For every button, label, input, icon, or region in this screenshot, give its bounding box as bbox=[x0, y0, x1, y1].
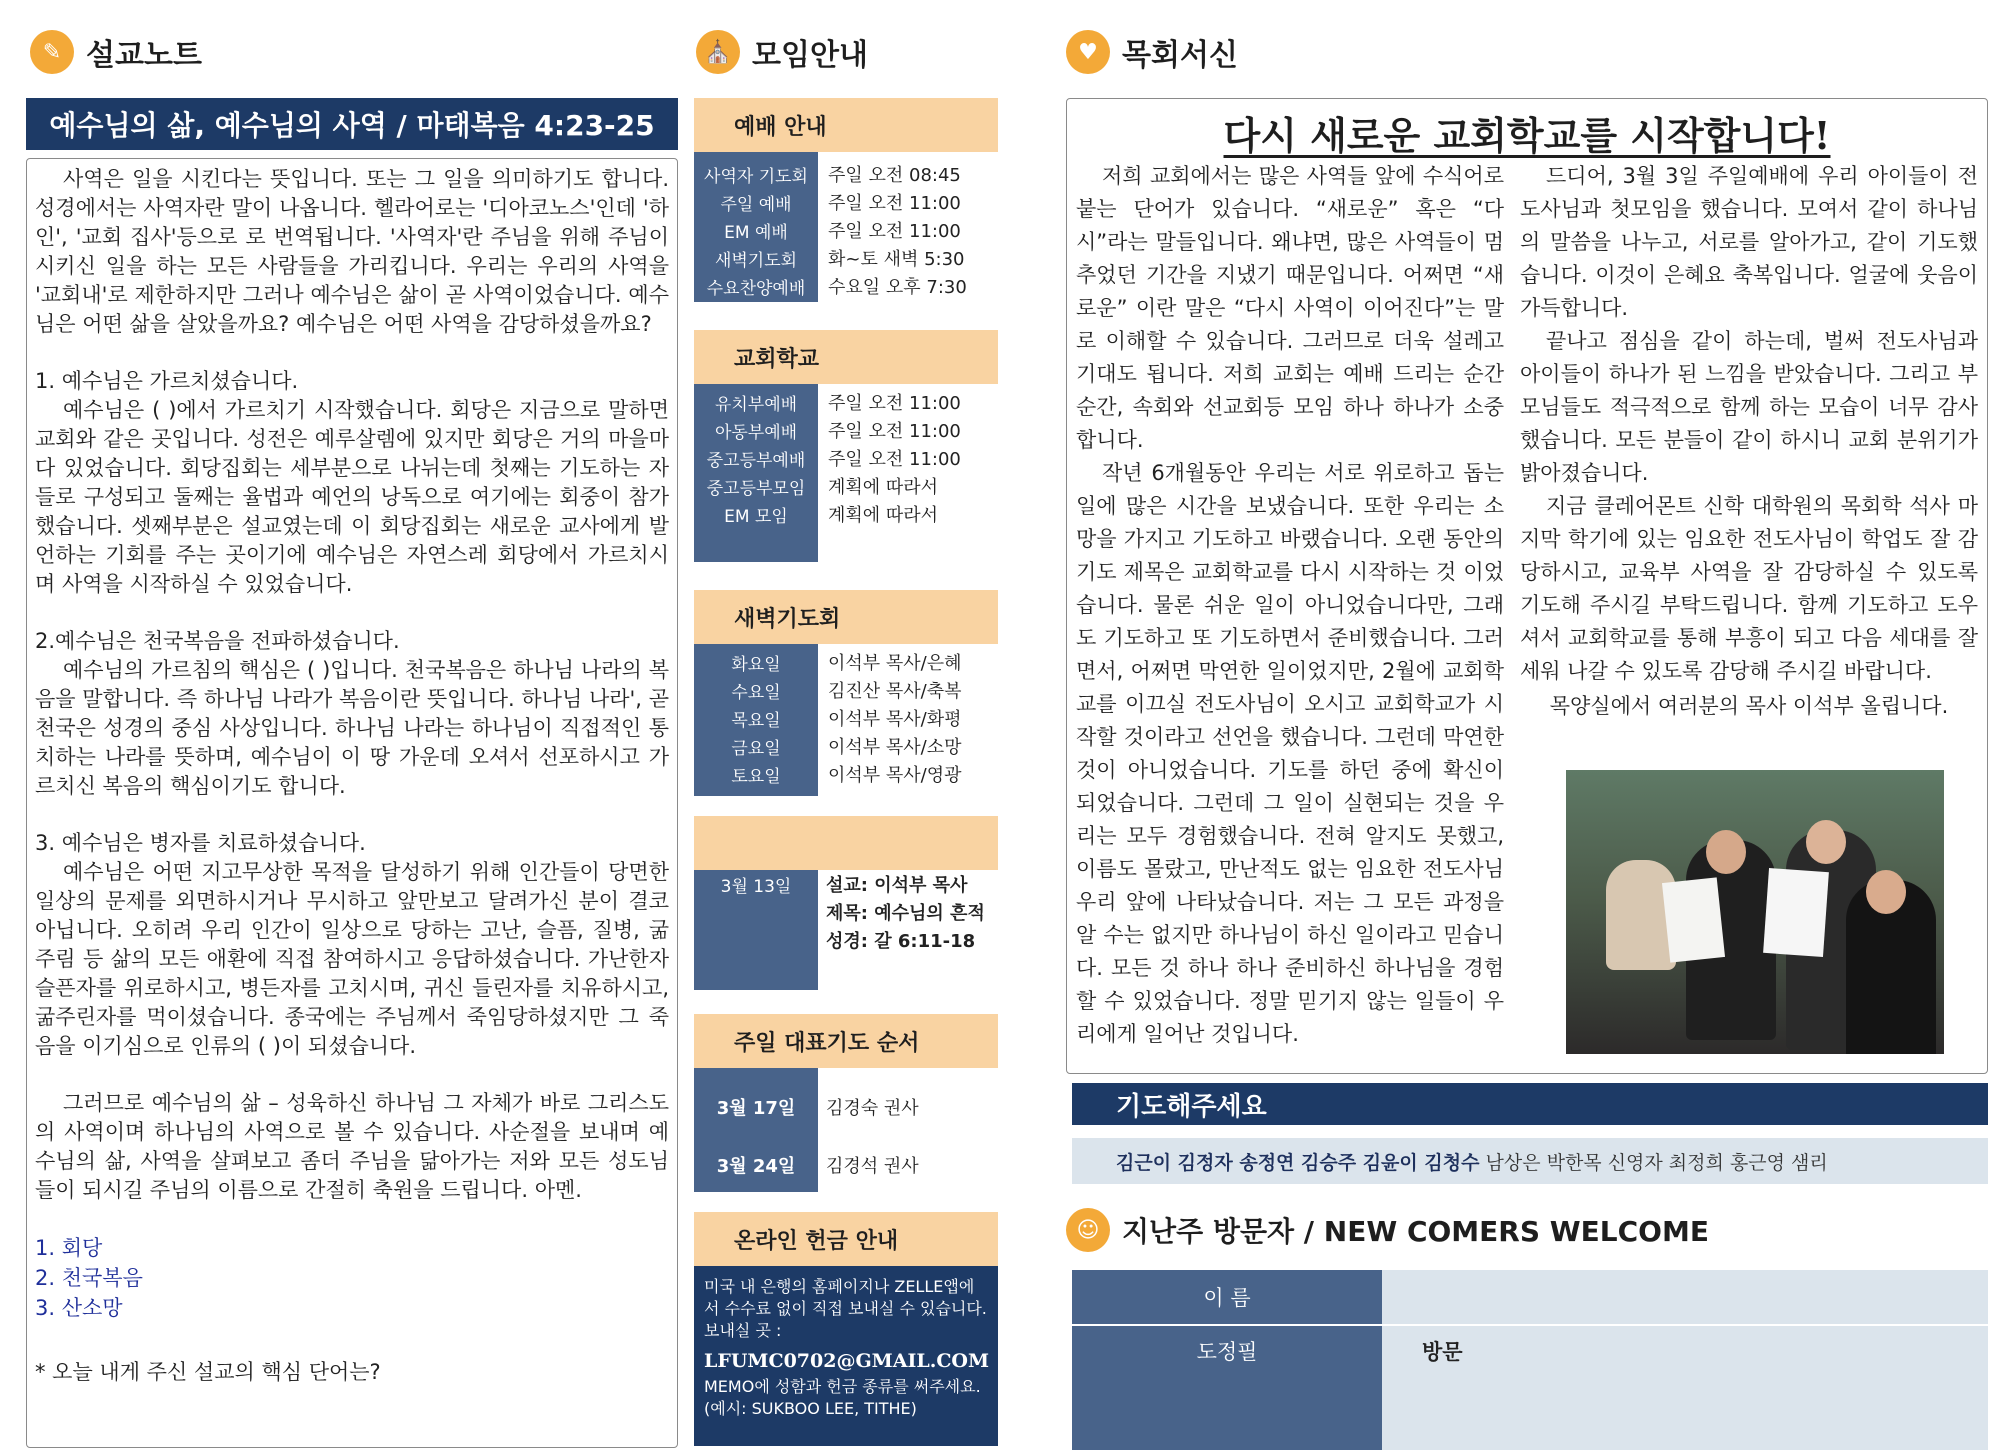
worship-guide-header: 예배 안내 bbox=[694, 98, 998, 152]
online-offering-box bbox=[694, 1266, 998, 1446]
table-row bbox=[1072, 1326, 1988, 1450]
pastor-letter-title: 다시 새로운 교회학교를 시작합니다! bbox=[1223, 113, 1831, 158]
dawn-prayer-header: 새벽기도회 bbox=[694, 590, 998, 644]
key-word-question: * 오늘 내게 주신 설교의 핵심 단어는? bbox=[35, 1360, 381, 1384]
answer-2: 2. 천국복음 bbox=[35, 1266, 143, 1290]
list-item: 유치부예배 주일 오전 11:00 bbox=[694, 388, 998, 416]
list-item: 사역자 기도회 주일 오전 08:45 bbox=[694, 160, 998, 188]
list-item: 주일 예배 주일 오전 11:00 bbox=[694, 188, 998, 216]
church-school-photo bbox=[1566, 770, 1944, 1054]
list-item: 금요일 이석부 목사/소망 bbox=[694, 732, 998, 760]
visitor-value: 방문 bbox=[1382, 1326, 1988, 1450]
list-item: 토요일 이석부 목사/영광 bbox=[694, 760, 998, 788]
list-item: 화요일 이석부 목사/은혜 bbox=[694, 648, 998, 676]
pastor-section-title: 목회서신 bbox=[1122, 38, 1238, 73]
list-item: EM 예배 주일 오전 11:00 bbox=[694, 216, 998, 244]
point3-body: 예수님은 어떤 지고무상한 목적을 달성하기 위해 인간들이 당면한 일상의 문제를 외면하시거나 무시하고 앞만보고 달려가신 분이 결코 아닙니다. 오히려 우리 인간이 일상으로 당하는 고난, 슬픔, 질병, 굶주림 등 삶의 모든 애환에 직접 참여하시고 응답하셨습니다. 가난한자 슬픈자를 위로하시고, 병든자를 고치시며, 귀신 들린자를 치유하시고, 굶주린자를 먹이셨습니다. 종국에는 주님께서 죽임당하셨지만 그 죽음을 이기심으로 인류의 ( )이 되셨습니다. bbox=[35, 860, 669, 1058]
answer-1: 1. 회당 bbox=[35, 1236, 103, 1260]
church-school-header: 교회학교 bbox=[694, 330, 998, 384]
gathering-section-title: 모임안내 bbox=[752, 38, 868, 73]
prayer-order-date-2: 3월 24일 bbox=[716, 1156, 796, 1177]
visitor-label: 도정필 bbox=[1072, 1326, 1382, 1450]
prayer-order-date-1: 3월 17일 bbox=[716, 1098, 796, 1119]
wednesday-sermon-info: 설교: 이석부 목사 제목: 예수님의 흔적 성경: 갈 6:11-18 bbox=[826, 875, 985, 952]
offering-email: LFUMC0702@GMAIL.COM bbox=[704, 1350, 990, 1372]
sermon-body bbox=[26, 158, 678, 1448]
point3-heading: 3. 예수님은 병자를 치료하셨습니다. bbox=[35, 831, 366, 855]
sermon-note-icon: ✎ bbox=[30, 30, 74, 74]
offering-text-4: (예시: SUKBOO LEE, TITHE) bbox=[704, 1399, 917, 1418]
sermon-section-header bbox=[30, 30, 202, 74]
sermon-title: 예수님의 삶, 예수님의 사역 / 마태복음 4:23-25 bbox=[26, 98, 678, 150]
list-item: 새벽기도회 화~토 새벽 5:30 bbox=[694, 244, 998, 272]
church-icon: ⛪ bbox=[696, 30, 740, 74]
letter-paragraph: 끝나고 점심을 같이 하는데, 벌써 전도사님과 아이들이 하나가 된 느낌을 받았습니다. 그리고 부모님들도 적극적으로 함께 하는 모습이 너무 감사했습니다. 모든 분들이 같이 하시니 교회 분위기가 밝아졌습니다. bbox=[1520, 329, 1978, 485]
prayer-request-names bbox=[1072, 1138, 1988, 1184]
letter-paragraph: 지금 클레어몬트 신학 대학원의 목회학 석사 마지막 학기에 있는 임요한 전도사님이 학업도 잘 감당하시고, 교육부 사역을 잘 감당하실 수 있도록 기도해 주시길 부탁드립니다. 함께 기도하고 도우셔서 교회학교를 통해 부흥이 되고 다음 세대를 잘 세워 나갈 수 있도록 감당해 주시길 바랍니다. bbox=[1520, 494, 1978, 683]
list-item: 수요일 김진산 목사/축복 bbox=[694, 676, 998, 704]
list-item: 중고등부예배 주일 오전 11:00 bbox=[694, 444, 998, 472]
church-school-list bbox=[694, 388, 998, 528]
pastor-section-header bbox=[1066, 30, 1238, 74]
point1-heading: 1. 예수님은 가르치셨습니다. bbox=[35, 369, 299, 393]
list-item: 수요찬양예배 수요일 오후 7:30 bbox=[694, 272, 998, 300]
letter-left-column bbox=[1076, 160, 1504, 1051]
online-offering-header: 온라인 헌금 안내 bbox=[694, 1212, 998, 1266]
letter-paragraph: 저희 교회에서는 많은 사역들 앞에 수식어로 붙는 단어가 있습니다. “새로운” 혹은 “다시”라는 말들입니다. 왜냐면, 많은 사역들이 멈추었던 기간을 지냈기 때문입니다. 어쩌면 “새로운” 이란 말은 “다시 사역이 이어진다”는 말로 이해할 수 있습니다. 그러므로 더욱 설레고 기대도 됩니다. 저희 교회는 예배 드리는 순간 순간, 속회와 선교회등 모임 하나 하나가 소중합니다. bbox=[1076, 164, 1504, 452]
visitor-section-title: 지난주 방문자 / NEW COMERS WELCOME bbox=[1122, 1215, 1709, 1248]
list-item: 중고등부모임 계획에 따라서 bbox=[694, 472, 998, 500]
visitor-value bbox=[1382, 1270, 1988, 1324]
sermon-intro: 사역은 일을 시킨다는 뜻입니다. 또는 그 일을 의미하기도 합니다. 성경에서는 사역자란 말이 나옵니다. 헬라어로는 '디아코노스'인데 '하인', '교회 집사'등으로 로 번역됩니다. '사역자'란 주님을 위해 주님이 시키신 일을 하는 모든 사람들을 가리킵니다. 우리는 우리의 사역을 '교회내'로 제한하지만 그러나 예수님은 삶이 곧 사역이었습니다. 예수님은 어떤 삶을 살았을까요? 예수님은 어떤 사역을 감당하셨을까요? bbox=[35, 167, 669, 336]
list-item: 목요일 이석부 목사/화평 bbox=[694, 704, 998, 732]
prayer-request-header: 기도해주세요 bbox=[1072, 1083, 1988, 1125]
wednesday-date: 3월 13일 bbox=[720, 877, 792, 897]
prayer-order-name-1: 김경숙 권사 bbox=[826, 1098, 919, 1119]
visitor-section-header bbox=[1066, 1208, 1709, 1252]
sermon-section-title: 설교노트 bbox=[86, 38, 202, 73]
worship-guide-list bbox=[694, 160, 998, 300]
offering-text-2: 보내실 곳 : bbox=[704, 1321, 782, 1340]
person-icon: ☺ bbox=[1066, 1208, 1110, 1252]
prayer-names: 남상은 박한목 신영자 최정희 홍근영 샘리 bbox=[1485, 1151, 1828, 1174]
wednesday-header bbox=[694, 816, 998, 870]
table-row bbox=[1072, 1270, 1988, 1326]
letter-paragraph: 작년 6개월동안 우리는 서로 위로하고 돕는 일에 많은 시간을 보냈습니다. 또한 우리는 소망을 가지고 기도하고 바랬습니다. 오랜 동안의 기도 제목은 교회학교를 다시 시작하는 것 이었습니다. 물론 쉬운 일이 아니었습니다만, 그래도 기도하고 또 기도하면서 준비했습니다. 그러면서, 어쩌면 막연한 일이었지만, 2월에 교회학교를 이끄실 전도사님이 오시고 교회학교가 시작할 것이라고 선언을 했습니다. 그런데 막연한 것이 아니었습니다. 기도를 하던 중에 확신이 되었습니다. 그런데 그 일이 실현되는 것을 우리는 모두 경험했습니다. 전혀 알지도 못했고, 이름도 몰랐고, 만난적도 없는 임요한 전도사님 우리 앞에 나타났습니다. 저는 그 모든 과정을 알 수는 없지만 하나님이 하신 일이라고 믿습니다. 모든 것 하나 하나 준비하신 하나님을 경험할 수 있었습니다. 정말 믿기지 않는 일들이 우리에게 일어난 것입니다. bbox=[1076, 461, 1504, 1046]
prayer-order-header: 주일 대표기도 순서 bbox=[694, 1014, 998, 1068]
answer-3: 3. 산소망 bbox=[35, 1296, 123, 1320]
point1-body: 예수님은 ( )에서 가르치기 시작했습니다. 회당은 지금으로 말하면 교회와 같은 곳입니다. 성전은 예루살렘에 있지만 회당은 거의 마을마다 있었습니다. 회당집회는 세부분으로 나뉘는데 첫째는 기도하는 자들로 구성되고 둘째는 율법과 예언의 낭독으로 여기에는 회중이 참가했습니다. 셋째부분은 설교였는데 이 회당집회는 새로운 교사에게 발언하는 기회를 주는 곳이기에 예수님은 자연스레 회당에서 가르치시며 사역을 시작하실 수 있었습니다. bbox=[35, 398, 669, 596]
prayer-names-bold: 김근이 김정자 송정연 김승주 김윤이 김청수 bbox=[1116, 1151, 1480, 1174]
letter-right-column bbox=[1520, 160, 1978, 723]
letter-paragraph: 드디어, 3월 3일 주일예배에 우리 아이들이 전도사님과 첫모임을 했습니다. 모여서 같이 하나님의 말씀을 나누고, 서로를 알아가고, 같이 기도했습니다. 이것이 은혜요 축복입니다. 얼굴에 웃음이 가득합니다. bbox=[1520, 164, 1978, 320]
prayer-order-name-2: 김경석 권사 bbox=[826, 1156, 919, 1177]
point2-heading: 2.예수님은 천국복음을 전파하셨습니다. bbox=[35, 629, 400, 653]
dawn-prayer-list bbox=[694, 648, 998, 788]
letter-signature: 목양실에서 여러분의 목사 이석부 올립니다. bbox=[1549, 694, 1949, 718]
point2-body: 예수님의 가르침의 핵심은 ( )입니다. 천국복음은 하나님 나라의 복음을 말합니다. 즉 하나님 나라가 복음이란 뜻입니다. 하나님 나라', 곧 천국은 성경의 중심 사상입니다. 하나님 나라는 하나님이 직접적인 통치하는 나라를 뜻하며, 예수님이 이 땅 가운데 오셔서 선포하시고 가르치신 복음의 핵심이기도 합니다. bbox=[35, 658, 669, 798]
gathering-section-header bbox=[696, 30, 868, 74]
sermon-conclusion: 그러므로 예수님의 삶 – 성육하신 하나님 그 자체가 바로 그리스도의 사역이며 하나님의 사역으로 볼 수 있습니다. 사순절을 보내며 예수님의 삶, 사역을 살펴보고 좀더 주님을 닮아가는 저와 모든 성도님들이 되시길 주님의 이름으로 간절히 축원을 드립니다. 아멘. bbox=[35, 1091, 669, 1202]
visitor-table bbox=[1072, 1270, 1988, 1450]
heart-icon: ♥ bbox=[1066, 30, 1110, 74]
list-item: 아동부예배 주일 오전 11:00 bbox=[694, 416, 998, 444]
offering-text-3: MEMO에 성함과 헌금 종류를 써주세요. bbox=[704, 1377, 981, 1396]
offering-text-1: 미국 내 은행의 홈페이지나 ZELLE앱에서 수수료 없이 직접 보내실 수 있습니다. bbox=[704, 1277, 987, 1318]
list-item: EM 모임 계획에 따라서 bbox=[694, 500, 998, 528]
visitor-label: 이 름 bbox=[1072, 1270, 1382, 1324]
